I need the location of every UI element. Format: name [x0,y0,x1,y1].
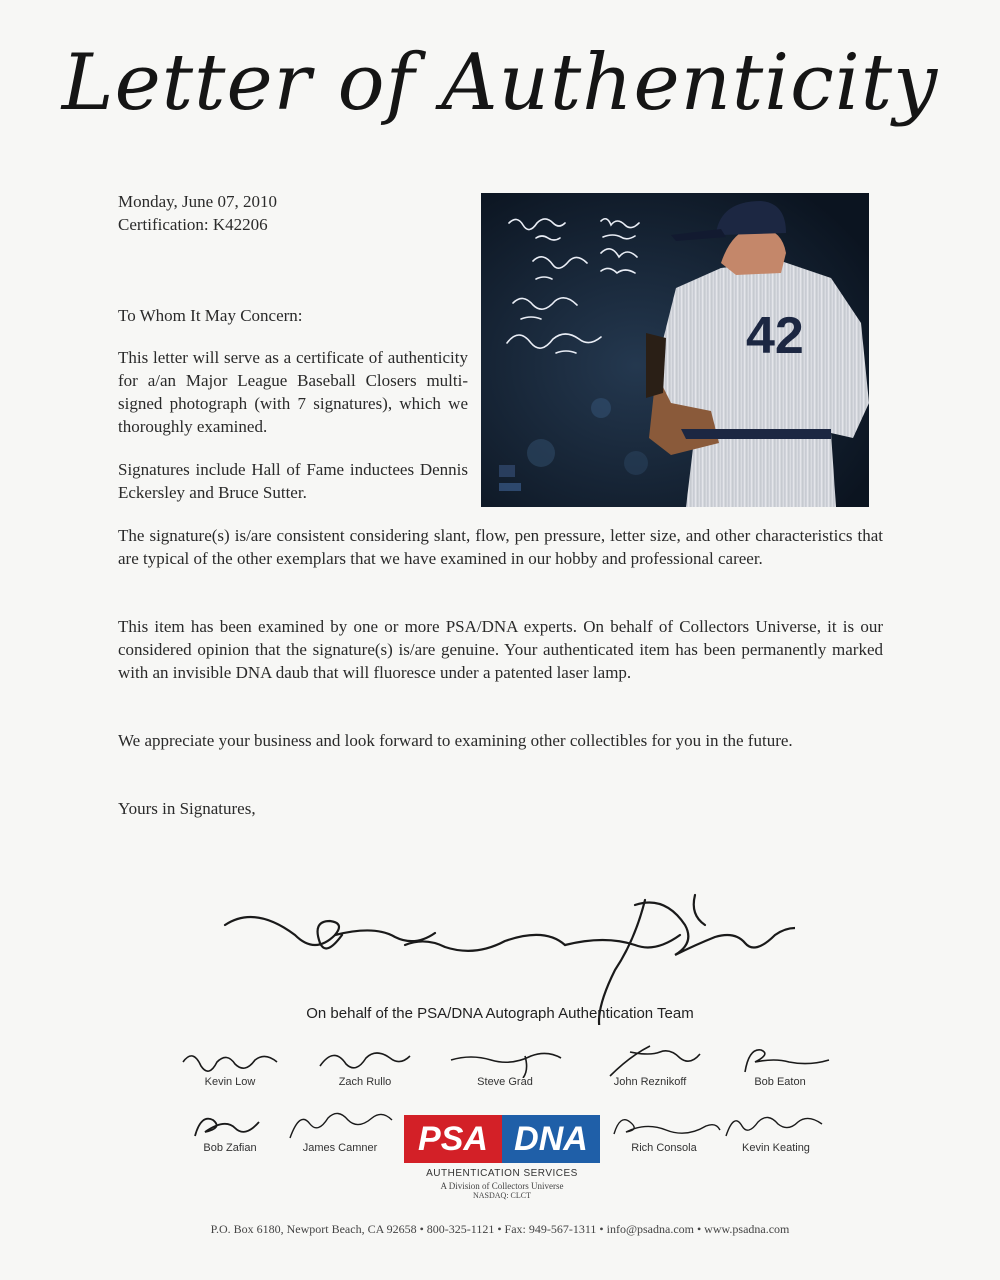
signature-image [604,1108,724,1144]
psa-dna-logo [404,1115,600,1200]
signature-image [725,1042,835,1078]
signer-name: Bob Zafian [203,1142,257,1154]
signer-name: Rich Consola [631,1142,697,1154]
signature-image [280,1108,400,1144]
signer-kevin-keating [716,1108,836,1154]
item-photograph [481,193,869,507]
letter-meta [118,190,277,236]
signer-rich-consola [604,1108,724,1154]
signature-image [445,1042,565,1078]
signature-image [175,1108,285,1144]
logo-division: A Division of Collectors Universe [440,1181,564,1191]
signer-name: Kevin Keating [742,1142,810,1154]
signature-image [716,1108,836,1144]
certification-number: Certification: K42206 [118,215,268,234]
signer-name: Bob Eaton [754,1076,806,1088]
paragraph-opinion: This item has been examined by one or more PSA/DNA experts. On behalf of Collectors Universe, it is our considered opinion that the signature(s) is/are genuine. Your authenticated item has been permanently marked with an invisible DNA daub that will fluoresce under a patented laser lamp. [118,617,883,682]
signature-image [175,1042,285,1078]
signer-bob-eaton [720,1042,840,1088]
paragraph-item-description: This letter will serve as a certificate of authenticity for a/an Major League Baseball Closers multi-signed photograph (with 7 signatures), which we thoroughly examined. [118,348,468,436]
logo-subtitle: AUTHENTICATION SERVICES [426,1168,578,1179]
logo-dna: DNA [502,1115,600,1163]
signer-bob-zafian [170,1108,290,1154]
primary-signature [215,885,795,1025]
paragraph-consistency: The signature(s) is/are consistent considering slant, flow, pen pressure, letter size, and other characteristics that are typical of the other exemplars that we have examined in our hobby and professional career. [118,526,883,568]
footer-contact: P.O. Box 6180, Newport Beach, CA 92658 • 800-325-1121 • Fax: 949-567-1311 • info@psadna.com • www.psadna.com [210,1222,790,1236]
paragraph-appreciation: We appreciate your business and look forward to examining other collectibles for you in the future. [118,731,793,750]
jersey-number: 42 [746,307,804,365]
signer-kevin-low [170,1042,290,1088]
closing: Yours in Signatures, [118,799,256,818]
page-title: Letter of Authenticity [61,38,939,128]
signer-john-reznikoff [590,1042,710,1088]
team-attribution: On behalf of the PSA/DNA Autograph Authentication Team [306,1005,694,1022]
signature-image [590,1042,710,1078]
signer-name: Kevin Low [204,1076,256,1088]
logo-nasdaq: NASDAQ: CLCT [472,1191,531,1200]
salutation: To Whom It May Concern: [118,306,303,325]
paragraph-signatures: Signatures include Hall of Fame inductees Dennis Eckersley and Bruce Sutter. [118,460,468,502]
logo-psa: PSA [404,1115,502,1163]
signer-steve-grad [445,1042,565,1088]
signer-name: Steve Grad [477,1076,533,1088]
signer-name: James Camner [302,1142,378,1154]
signer-name: Zach Rullo [338,1076,392,1088]
signer-name: John Reznikoff [613,1076,687,1088]
signature-image [310,1042,420,1078]
signer-zach-rullo [305,1042,425,1088]
signer-james-camner [280,1108,400,1154]
letter-date: Monday, June 07, 2010 [118,192,277,211]
